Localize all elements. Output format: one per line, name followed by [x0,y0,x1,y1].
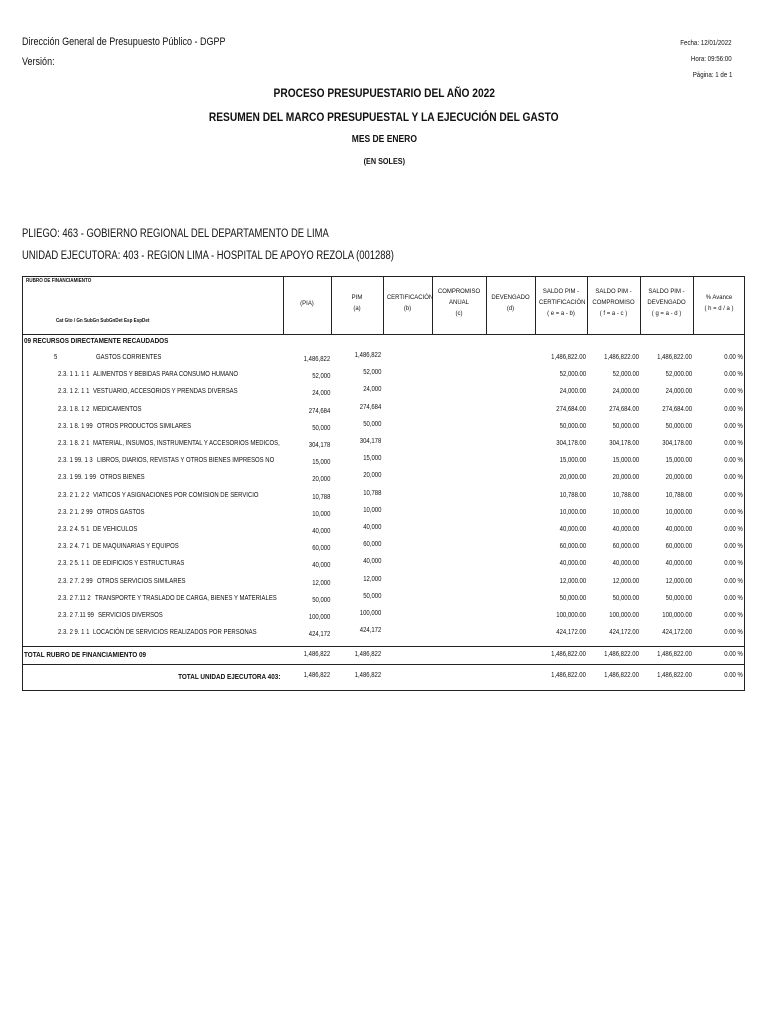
row-pim: 15,000 [362,455,381,462]
total-rubro-label: TOTAL RUBRO DE FINANCIAMIENTO 09 [24,650,147,659]
row-code: 2.3. 2 1. 2 99 [58,509,93,516]
row-description: VIATICOS Y ASIGNACIONES POR COMISION DE SERVICIO [93,492,259,499]
page-number: Página: 1 de 1 [692,70,732,79]
row-description: VESTUARIO, ACCESORIOS Y PRENDAS DIVERSAS [93,388,239,395]
col-divider [535,276,536,334]
row-saldo-dev: 274,684.00 [662,406,692,413]
row-pim: 40,000 [362,524,381,531]
org-name: Dirección General de Presupuesto Público - DGPP [22,36,226,48]
row-pia: 100,000 [308,614,330,621]
row-saldo-comp: 1,486,822.00 [604,354,639,361]
row-saldo-comp: 50,000.00 [612,423,639,430]
row-avance: 0.00 % [724,474,743,481]
row-description: OTROS GASTOS [96,509,145,516]
row-saldo-cert: 24,000.00 [559,388,586,395]
row-description: OTROS BIENES [100,474,145,481]
row-pim: 50,000 [362,421,381,428]
row-saldo-dev: 40,000.00 [665,526,692,533]
col-saldo-dev-header: SALDO PIM - DEVENGADO ( g = a - d ) [647,288,686,317]
row-pia: 12,000 [311,580,330,587]
row-avance: 0.00 % [724,492,743,499]
total-rubro-divider-bottom [22,664,745,665]
row-pia: 1,486,822 [303,356,330,363]
row-saldo-cert: 40,000.00 [559,526,586,533]
row-saldo-dev: 40,000.00 [665,560,692,567]
row-saldo-comp: 424,172.00 [609,629,639,636]
row-saldo-dev: 12,000.00 [665,578,692,585]
row-description: LIBROS, DIARIOS, REVISTAS Y OTROS BIENES IMPRESOS NO [96,457,274,464]
row-avance: 0.00 % [724,371,743,378]
row-pim: 40,000 [362,558,381,565]
total-ue-avance: 0.00 % [724,672,743,679]
row-description: LOCACIÓN DE SERVICIOS REALIZADOS POR PERSONAS [93,629,257,636]
total-rubro-avance: 0.00 % [724,651,743,658]
row-saldo-dev: 424,172.00 [662,629,692,636]
row-saldo-dev: 52,000.00 [665,371,692,378]
report-time: Hora: 09:56:00 [691,54,732,63]
total-rubro-pia: 1,486,822 [303,651,330,658]
row-description: OTROS PRODUCTOS SIMILARES [96,423,191,430]
row-code: 2.3. 2 7.11 99 [58,612,94,619]
row-saldo-cert: 40,000.00 [559,560,586,567]
row-saldo-comp: 40,000.00 [612,560,639,567]
col-saldo-cert-header: SALDO PIM - CERTIFICACIÓN ( e = a - b) [539,288,586,317]
row-saldo-cert: 12,000.00 [559,578,586,585]
row-code: 5 [54,354,58,361]
row-pia: 10,000 [311,511,330,518]
col-divider [486,276,487,334]
col-avance-header: % Avance ( h = d / a ) [704,294,734,312]
row-saldo-cert: 304,178.00 [556,440,586,447]
row-saldo-dev: 50,000.00 [665,423,692,430]
row-pim: 274,684 [359,404,381,411]
row-pia: 424,172 [308,631,330,638]
row-pim: 52,000 [362,369,381,376]
row-saldo-dev: 100,000.00 [662,612,692,619]
row-pia: 40,000 [311,528,330,535]
row-saldo-comp: 10,788.00 [612,492,639,499]
row-avance: 0.00 % [724,509,743,516]
row-avance: 0.00 % [724,543,743,550]
row-saldo-comp: 15,000.00 [612,457,639,464]
rubro-header: RUBRO DE FINANCIAMIENTO [26,278,92,284]
row-saldo-dev: 15,000.00 [665,457,692,464]
row-avance: 0.00 % [724,388,743,395]
row-saldo-comp: 100,000.00 [609,612,639,619]
row-avance: 0.00 % [724,526,743,533]
col-divider [432,276,433,334]
col-dev-header: DEVENGADO (d) [491,294,530,312]
row-pia: 15,000 [311,459,330,466]
row-description: TRANSPORTE Y TRASLADO DE CARGA, BIENES Y MATERIALES [94,595,277,602]
row-code: 2.3. 1 1. 1 1 [58,371,90,378]
title-month: MES DE ENERO [351,134,417,145]
row-pia: 52,000 [311,373,330,380]
row-code: 2.3. 2 4. 5 1 [58,526,90,533]
row-saldo-dev: 60,000.00 [665,543,692,550]
row-pim: 424,172 [359,627,381,634]
report-date: Fecha: 12/01/2022 [680,38,732,47]
col-divider [640,276,641,334]
row-saldo-cert: 50,000.00 [559,423,586,430]
row-code: 2.3. 2 5. 1 1 [58,560,90,567]
total-ue-saldo-cert: 1,486,822.00 [551,672,586,679]
row-saldo-cert: 1,486,822.00 [551,354,586,361]
row-description: DE EDIFICIOS Y ESTRUCTURAS [93,560,185,567]
row-saldo-dev: 10,788.00 [665,492,692,499]
col-divider [283,276,284,334]
row-code: 2.3. 1 99. 1 99 [58,474,97,481]
row-saldo-dev: 304,178.00 [662,440,692,447]
row-saldo-comp: 20,000.00 [612,474,639,481]
col-comp-header: COMPROMISO ANUAL (c) [437,288,481,317]
row-saldo-cert: 52,000.00 [559,371,586,378]
row-description: ALIMENTOS Y BEBIDAS PARA CONSUMO HUMANO [93,371,239,378]
row-saldo-cert: 10,788.00 [559,492,586,499]
col-saldo-comp-header: SALDO PIM - COMPROMISO ( f = a - c ) [592,288,635,317]
row-description: DE VEHICULOS [93,526,138,533]
col-divider [587,276,588,334]
row-saldo-comp: 24,000.00 [612,388,639,395]
total-ue-label: TOTAL UNIDAD EJECUTORA 403: [177,672,280,681]
row-avance: 0.00 % [724,595,743,602]
row-pia: 50,000 [311,597,330,604]
row-description: GASTOS CORRIENTES [96,354,162,361]
row-saldo-dev: 10,000.00 [665,509,692,516]
row-description: MATERIAL, INSUMOS, INSTRUMENTAL Y ACCESORIOS MEDICOS, [93,440,281,447]
row-code: 2.3. 1 2. 1 1 [58,388,90,395]
row-pim: 304,178 [359,438,381,445]
title-summary: RESUMEN DEL MARCO PRESUPUESTAL Y LA EJECUCIÓN DEL GASTO [209,110,559,124]
col-pia-header: (PIA) [300,300,314,307]
row-saldo-comp: 40,000.00 [612,526,639,533]
row-code: 2.3. 2 4. 7 1 [58,543,90,550]
row-saldo-comp: 60,000.00 [612,543,639,550]
row-avance: 0.00 % [724,578,743,585]
row-saldo-comp: 50,000.00 [612,595,639,602]
version-label: Versión: [22,56,55,68]
col-pim-header: PIM (a) [351,294,363,312]
row-pim: 12,000 [362,576,381,583]
row-saldo-comp: 52,000.00 [612,371,639,378]
row-avance: 0.00 % [724,629,743,636]
row-avance: 0.00 % [724,457,743,464]
row-saldo-comp: 274,684.00 [609,406,639,413]
row-code: 2.3. 2 7.11 2 [58,595,91,602]
row-pia: 50,000 [311,425,330,432]
col-divider [693,276,694,334]
row-avance: 0.00 % [724,354,743,361]
row-pim: 10,000 [362,507,381,514]
row-saldo-cert: 10,000.00 [559,509,586,516]
row-pia: 24,000 [311,390,330,397]
row-pim: 20,000 [362,472,381,479]
total-ue-pim: 1,486,822 [354,672,381,679]
row-saldo-comp: 10,000.00 [612,509,639,516]
total-ue-saldo-comp: 1,486,822.00 [604,672,639,679]
row-saldo-cert: 50,000.00 [559,595,586,602]
total-rubro-pim: 1,486,822 [354,651,381,658]
row-saldo-dev: 50,000.00 [665,595,692,602]
row-saldo-comp: 12,000.00 [612,578,639,585]
total-ue-pia: 1,486,822 [303,672,330,679]
row-description: OTROS SERVICIOS SIMILARES [96,578,186,585]
row-saldo-cert: 274,684.00 [556,406,586,413]
total-rubro-divider-top [22,646,745,647]
unidad-ejecutora-line: UNIDAD EJECUTORA: 403 - REGION LIMA - HOSPITAL DE APOYO REZOLA (001288) [22,250,394,262]
pliego-line: PLIEGO: 463 - GOBIERNO REGIONAL DEL DEPARTAMENTO DE LIMA [22,228,329,240]
row-saldo-cert: 20,000.00 [559,474,586,481]
row-pia: 20,000 [311,476,330,483]
row-avance: 0.00 % [724,440,743,447]
total-rubro-saldo-cert: 1,486,822.00 [551,651,586,658]
row-avance: 0.00 % [724,612,743,619]
row-code: 2.3. 2 1. 2 2 [58,492,90,499]
row-pia: 274,684 [308,408,330,415]
row-pim: 60,000 [362,541,381,548]
row-saldo-cert: 424,172.00 [556,629,586,636]
row-pim: 10,788 [362,490,381,497]
header-divider [22,334,745,335]
row-saldo-comp: 304,178.00 [609,440,639,447]
row-pia: 10,788 [311,494,330,501]
row-pia: 40,000 [311,562,330,569]
title-process: PROCESO PRESUPUESTARIO DEL AÑO 2022 [273,86,495,100]
total-ue-saldo-dev: 1,486,822.00 [657,672,692,679]
row-pim: 1,486,822 [354,352,381,359]
row-avance: 0.00 % [724,406,743,413]
row-code: 2.3. 1 8. 1 2 [58,406,90,413]
row-avance: 0.00 % [724,560,743,567]
row-code: 2.3. 1 8. 2 1 [58,440,90,447]
row-saldo-cert: 60,000.00 [559,543,586,550]
row-description: MEDICAMENTOS [93,406,142,413]
row-saldo-cert: 15,000.00 [559,457,586,464]
row-code: 2.3. 2 7. 2 99 [58,578,93,585]
row-saldo-dev: 24,000.00 [665,388,692,395]
row-avance: 0.00 % [724,423,743,430]
col-divider [383,276,384,334]
row-saldo-dev: 1,486,822.00 [657,354,692,361]
title-currency: (EN SOLES) [363,156,405,166]
row-code: 2.3. 2 9. 1 1 [58,629,90,636]
row-pim: 100,000 [359,610,381,617]
col-cert-header: CERTIFICACIÓN (b) [386,294,434,312]
row-code: 2.3. 1 8. 1 99 [58,423,93,430]
total-rubro-saldo-dev: 1,486,822.00 [657,651,692,658]
row-pim: 24,000 [362,386,381,393]
row-pia: 60,000 [311,545,330,552]
row-saldo-cert: 100,000.00 [556,612,586,619]
row-code: 2.3. 1 99. 1 3 [58,457,93,464]
row-description: DE MAQUINARIAS Y EQUIPOS [93,543,180,550]
code-header: Cat Gto / Gn SubGn SubGnDet Esp EspDet [56,318,150,324]
row-pim: 50,000 [362,593,381,600]
row-description: SERVICIOS DIVERSOS [97,612,163,619]
section-title: 09 RECURSOS DIRECTAMENTE RECAUDADOS [24,336,169,345]
total-rubro-saldo-comp: 1,486,822.00 [604,651,639,658]
col-divider [331,276,332,334]
row-saldo-dev: 20,000.00 [665,474,692,481]
row-pia: 304,178 [308,442,330,449]
